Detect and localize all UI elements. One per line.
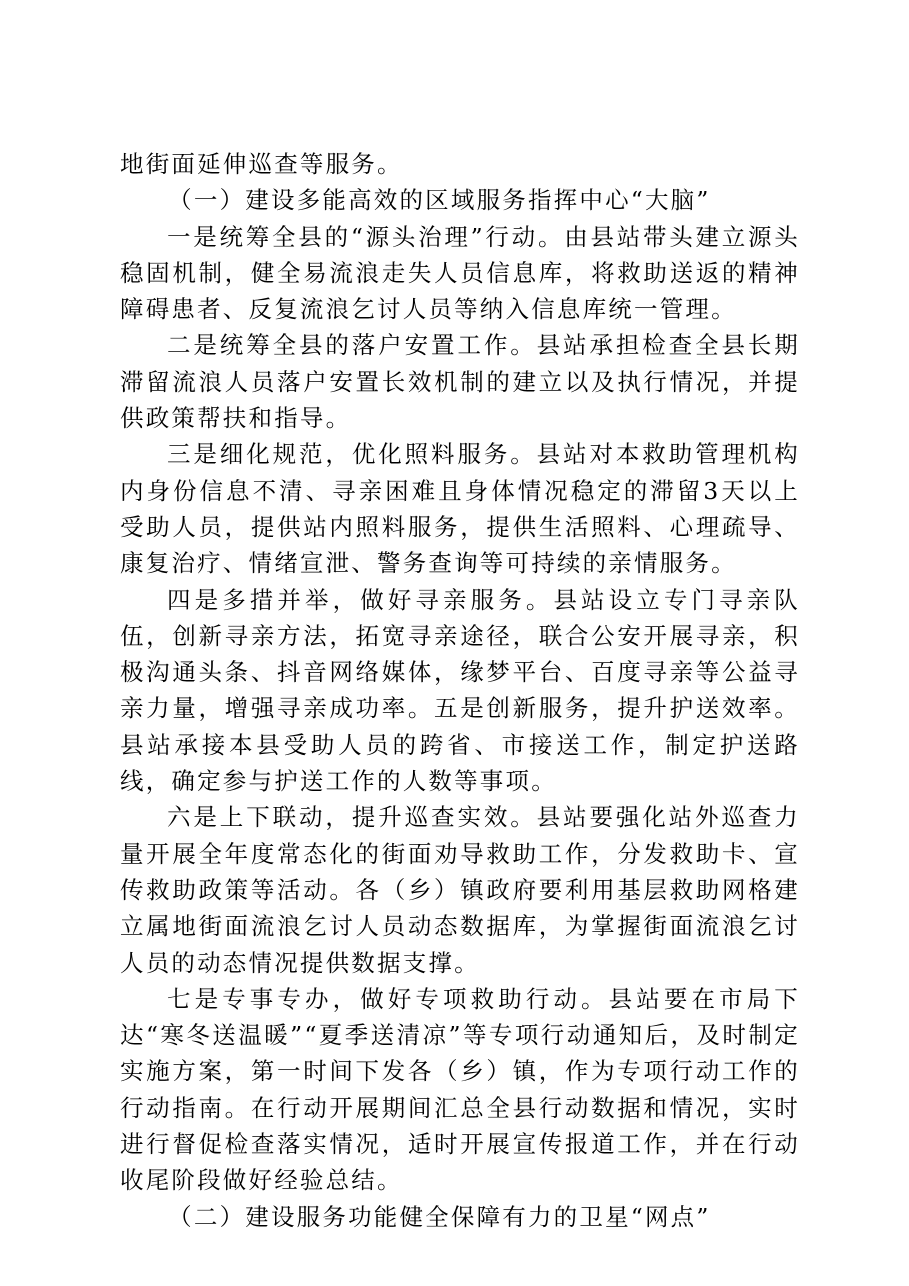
paragraph-source-governance: 一是统筹全县的“源头治理”行动。由县站带头建立源头稳固机制，健全易流浪走失人员信息库，将救助送返的精神障碍患者、反复流浪乞讨人员等纳入信息库统一管理。 — [120, 222, 800, 324]
paragraph-special-action: 七是专事专办，做好专项救助行动。县站要在市局下达“寒冬送温暖”“夏季送清凉”等专项行动通知后，及时制定实施方案，第一时间下发各（乡）镇，作为专项行动工作的行动指南。在行动开展期间汇总全县行动数据和情况，实时进行督促检查落实情况，适时开展宣传报道工作，并在行动收尾阶段做好经验总结。 — [120, 984, 800, 1195]
document-body — [120, 146, 800, 1235]
paragraph-family-search: 四是多措并举，做好寻亲服务。县站设立专门寻亲队伍，创新寻亲方法，拓宽寻亲途径，联合公安开展寻亲，积极沟通头条、抖音网络媒体，缘梦平台、百度寻亲等公益寻亲力量，增强寻亲成功率。五是创新服务，提升护送效率。县站承接本县受助人员的跨省、市接送工作，制定护送路线，确定参与护送工作的人数等事项。 — [120, 585, 800, 796]
paragraph-settlement: 二是统筹全县的落户安置工作。县站承担检查全县长期滞留流浪人员落户安置长效机制的建立以及执行情况，并提供政策帮扶和指导。 — [120, 331, 800, 433]
paragraph-continuation: 地街面延伸巡查等服务。 — [120, 150, 403, 178]
paragraph-patrol: 六是上下联动，提升巡查实效。县站要强化站外巡查力量开展全年度常态化的街面劝导救助工作，分发救助卡、宣传救助政策等活动。各（乡）镇政府要利用基层救助网格建立属地街面流浪乞讨人员动态数据库，为掌握街面流浪乞讨人员的动态情况提供数据支撑。 — [120, 803, 800, 977]
section-heading-2: （二）建设服务功能健全保障有力的卫星“网点” — [168, 1202, 711, 1231]
section-heading-1: （一）建设多能高效的区域服务指挥中心“大脑” — [168, 186, 711, 215]
paragraph-care-service: 三是细化规范，优化照料服务。县站对本救助管理机构内身份信息不清、寻亲困难且身体情况稳定的滞留3天以上受助人员，提供站内照料服务，提供生活照料、心理疏导、康复治疗、情绪宣泄、警务查询等可持续的亲情服务。 — [120, 440, 800, 578]
